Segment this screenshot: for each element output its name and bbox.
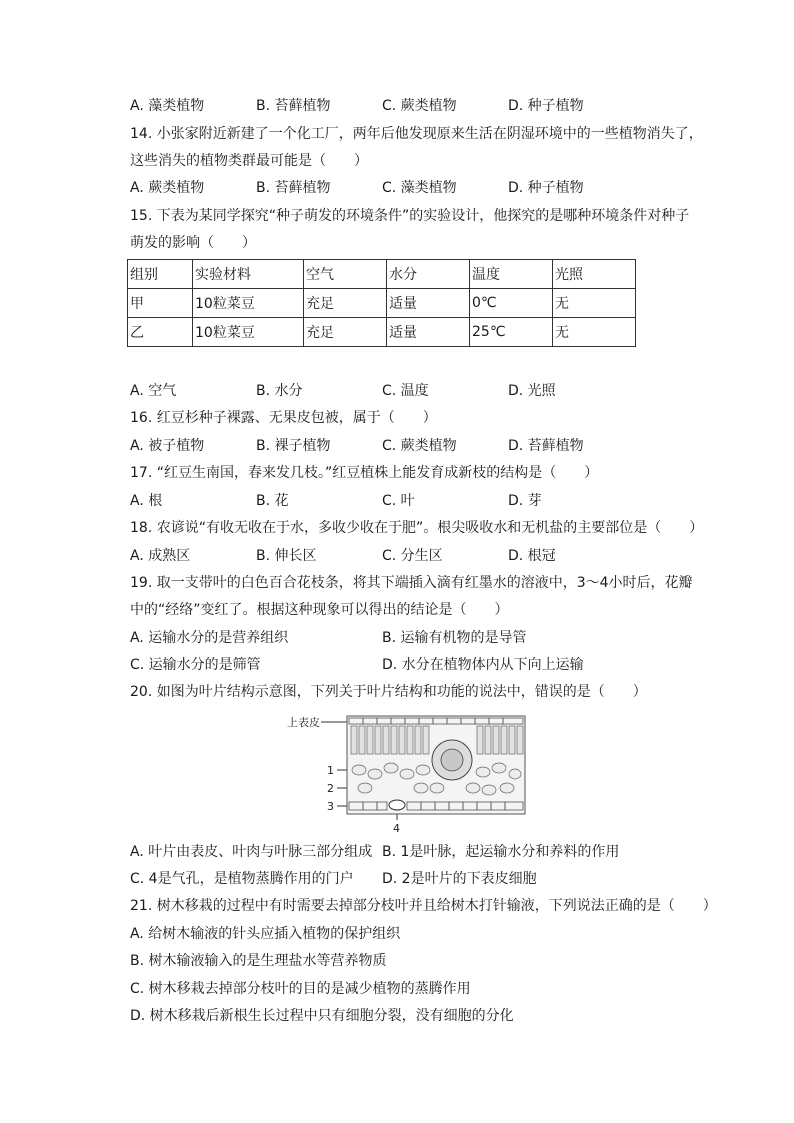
q14-option-d[interactable]: D. 种子植物 bbox=[508, 180, 584, 196]
q18-options bbox=[130, 546, 690, 568]
q17-option-a[interactable]: A. 根 bbox=[130, 493, 163, 509]
table-cell: 无 bbox=[553, 289, 636, 318]
q19-option-d[interactable]: D. 水分在植物体内从下向上运输 bbox=[382, 657, 584, 673]
table-cell: 充足 bbox=[304, 289, 387, 318]
table-header-cell: 光照 bbox=[553, 260, 636, 289]
q16-option-c[interactable]: C. 蕨类植物 bbox=[382, 438, 457, 454]
q20-option-d[interactable]: D. 2是叶片的下表皮细胞 bbox=[382, 871, 537, 887]
q16-option-a[interactable]: A. 被子植物 bbox=[130, 438, 205, 454]
q18-stem: 18. 农谚说“有收无收在于水，多收少收在于肥”。根尖吸收水和无机盐的主要部位是（ ） bbox=[130, 520, 704, 536]
figure-label-upper-epidermis: 上表皮 bbox=[287, 716, 320, 729]
table-cell: 25℃ bbox=[470, 318, 553, 347]
q14-options bbox=[130, 178, 690, 200]
stoma bbox=[389, 800, 405, 810]
q18-option-b[interactable]: B. 伸长区 bbox=[256, 548, 317, 564]
table-cell: 10粒菜豆 bbox=[193, 289, 304, 318]
q14-option-a[interactable]: A. 蕨类植物 bbox=[130, 180, 205, 196]
q14-stem-line1: 14. 小张家附近新建了一个化工厂，两年后他发现原来生活在阴湿环境中的一些植物消失了， bbox=[130, 126, 703, 142]
table-header-cell: 组别 bbox=[128, 260, 193, 289]
figure-label-3: 3 bbox=[327, 800, 334, 813]
q21-stem: 21. 树木移栽的过程中有时需要去掉部分枝叶并且给树木打针输液，下列说法正确的是（ ） bbox=[130, 898, 717, 914]
table-cell: 10粒菜豆 bbox=[193, 318, 304, 347]
q15-option-c[interactable]: C. 温度 bbox=[382, 383, 429, 399]
q19-option-b[interactable]: B. 运输有机物的是导管 bbox=[382, 630, 527, 646]
q15-stem-line2: 萌发的影响（ ） bbox=[130, 235, 256, 251]
q19-option-a[interactable]: A. 运输水分的是营养组织 bbox=[130, 630, 289, 646]
figure-label-1: 1 bbox=[327, 764, 334, 777]
q14-option-b[interactable]: B. 苔藓植物 bbox=[256, 180, 331, 196]
q20-option-b[interactable]: B. 1是叶脉，起运输水分和养料的作用 bbox=[382, 844, 620, 860]
q21-option-a[interactable]: A. 给树木输液的针头应插入植物的保护组织 bbox=[130, 926, 401, 942]
q17-option-c[interactable]: C. 叶 bbox=[382, 493, 415, 509]
q18-option-d[interactable]: D. 根冠 bbox=[508, 548, 556, 564]
table-row bbox=[128, 289, 636, 318]
table-cell: 甲 bbox=[128, 289, 193, 318]
q15-stem-line1: 15. 下表为某同学探究“种子萌发的环境条件”的实验设计，他探究的是哪种环境条件对种子 bbox=[130, 208, 690, 224]
q14-option-c[interactable]: C. 藻类植物 bbox=[382, 180, 457, 196]
q14-stem-line2: 这些消失的植物类群最可能是（ ） bbox=[130, 153, 368, 169]
q17-option-b[interactable]: B. 花 bbox=[256, 493, 289, 509]
table-cell: 无 bbox=[553, 318, 636, 347]
q19-stem-line2: 中的“经络”变红了。根据这种现象可以得出的结论是（ ） bbox=[130, 602, 509, 618]
q13-option-b[interactable]: B. 苔藓植物 bbox=[256, 98, 331, 114]
table-cell: 乙 bbox=[128, 318, 193, 347]
q20-stem: 20. 如图为叶片结构示意图，下列关于叶片结构和功能的说法中，错误的是（ ） bbox=[130, 684, 647, 700]
q20-options-row1 bbox=[130, 842, 690, 864]
table-cell: 充足 bbox=[304, 318, 387, 347]
table-header-cell: 水分 bbox=[387, 260, 470, 289]
q15-option-d[interactable]: D. 光照 bbox=[508, 383, 556, 399]
q21-option-d[interactable]: D. 树木移栽后新根生长过程中只有细胞分裂，没有细胞的分化 bbox=[130, 1008, 514, 1024]
q21-option-c[interactable]: C. 树木移栽去掉部分枝叶的目的是减少植物的蒸腾作用 bbox=[130, 981, 471, 997]
q20-options-row2 bbox=[130, 869, 690, 891]
q19-options-row1 bbox=[130, 628, 690, 650]
q15-option-a[interactable]: A. 空气 bbox=[130, 383, 177, 399]
q19-options-row2 bbox=[130, 655, 690, 677]
table-row bbox=[128, 318, 636, 347]
vein-bundle bbox=[441, 749, 463, 771]
q15-options bbox=[130, 381, 690, 403]
q16-options bbox=[130, 436, 690, 458]
q17-options bbox=[130, 491, 690, 513]
table-cell: 0℃ bbox=[470, 289, 553, 318]
table-cell: 适量 bbox=[387, 318, 470, 347]
table-header-cell: 实验材料 bbox=[193, 260, 304, 289]
q13-option-c[interactable]: C. 蕨类植物 bbox=[382, 98, 457, 114]
q18-option-a[interactable]: A. 成熟区 bbox=[130, 548, 191, 564]
q19-stem-line1: 19. 取一支带叶的白色百合花枝条，将其下端插入滴有红墨水的溶液中，3～4小时后，花瓣 bbox=[130, 575, 693, 591]
table-header-cell: 空气 bbox=[304, 260, 387, 289]
q17-stem: 17. “红豆生南国，春来发几枝。”红豆植株上能发育成新枝的结构是（ ） bbox=[130, 465, 599, 481]
table-header-cell: 温度 bbox=[470, 260, 553, 289]
q20-option-a[interactable]: A. 叶片由表皮、叶肉与叶脉三部分组成 bbox=[130, 844, 373, 860]
q15-option-b[interactable]: B. 水分 bbox=[256, 383, 303, 399]
experiment-table bbox=[127, 259, 636, 347]
table-cell: 适量 bbox=[387, 289, 470, 318]
figure-label-2: 2 bbox=[327, 782, 334, 795]
q16-option-b[interactable]: B. 裸子植物 bbox=[256, 438, 331, 454]
q16-stem: 16. 红豆杉种子裸露、无果皮包被，属于（ ） bbox=[130, 410, 437, 426]
q13-option-d[interactable]: D. 种子植物 bbox=[508, 98, 584, 114]
q13-option-a[interactable]: A. 藻类植物 bbox=[130, 98, 205, 114]
q17-option-d[interactable]: D. 芽 bbox=[508, 493, 542, 509]
q20-option-c[interactable]: C. 4是气孔，是植物蒸腾作用的门户 bbox=[130, 871, 354, 887]
table-header-row bbox=[128, 260, 636, 289]
q19-option-c[interactable]: C. 运输水分的是筛管 bbox=[130, 657, 261, 673]
q13-options bbox=[130, 96, 690, 118]
q16-option-d[interactable]: D. 苔藓植物 bbox=[508, 438, 584, 454]
leaf-structure-figure bbox=[287, 708, 527, 836]
q21-option-b[interactable]: B. 树木输液输入的是生理盐水等营养物质 bbox=[130, 953, 387, 969]
q18-option-c[interactable]: C. 分生区 bbox=[382, 548, 443, 564]
figure-label-4: 4 bbox=[393, 822, 400, 835]
